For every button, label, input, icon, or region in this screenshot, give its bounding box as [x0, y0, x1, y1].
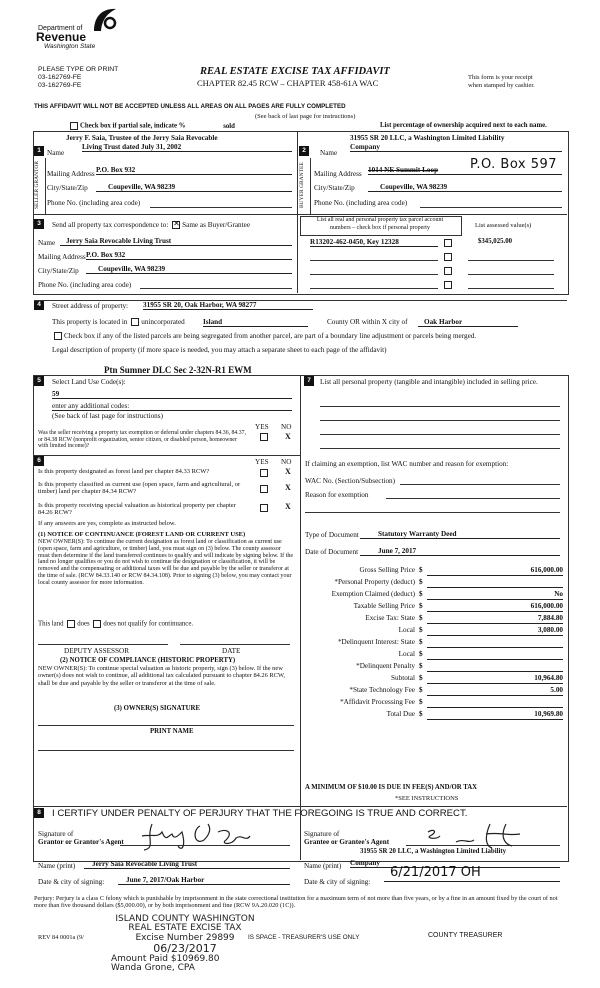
grantee-date-city: 6/21/2017 OH	[384, 866, 560, 882]
seller-mailing-label: Mailing Address	[47, 170, 95, 178]
tax-row-label: Subtotal	[391, 674, 415, 682]
grantee-name-print-label: Name (print)	[304, 862, 342, 870]
tax-row-value	[427, 662, 563, 672]
stamp-line2: REAL ESTATE EXCISE TAX	[128, 923, 242, 934]
type-print-label: PLEASE TYPE OR PRINT	[38, 66, 119, 73]
tax-row-currency: $	[419, 578, 423, 586]
section-1-number: 1	[34, 146, 44, 156]
date-label: DATE	[222, 647, 241, 655]
buyer-phone-label: Phone No. (including area code)	[314, 199, 408, 207]
tax-row-value: 10,964.80	[427, 674, 563, 684]
dept-line3: Washington State	[44, 43, 96, 50]
historic-yes-checkbox[interactable]	[260, 504, 268, 512]
s3-name-label: Name	[38, 239, 56, 247]
grantor-date-city: June 7, 2017/Oak Harbor	[118, 876, 290, 885]
segregated-label: Check box if any of the listed parcels are being segregated from another parcel, are part of a boundary line adjustment or parcels being merged.	[64, 332, 477, 340]
see-instructions-text: *SEE INSTRUCTIONS	[395, 795, 459, 802]
doc-type: Statutory Warranty Deed	[360, 530, 560, 539]
sold-label: sold	[223, 122, 235, 130]
tax-row-label: *Affidavit Processing Fee	[340, 698, 415, 706]
tax-row	[305, 674, 563, 686]
tax-row-value	[427, 638, 563, 648]
stamp-line6: Wanda Grone, CPA	[111, 963, 195, 974]
seller-side-label: SELLER GRANTOR	[34, 160, 40, 210]
form-number-1: 03-162769-FE	[38, 74, 82, 81]
street-label: Street address of property:	[52, 302, 129, 310]
buyer-side-label: BUYER GRANTEE	[299, 162, 305, 208]
tax-row-value: 7,884.80	[427, 614, 563, 624]
exemption-no-mark: X	[285, 432, 291, 441]
tax-row-label: Taxable Selling Price	[353, 602, 415, 610]
located-row	[52, 318, 185, 326]
exemption-question: Was the seller receiving a property tax exemption or deferral under chapters 84.36, 84.37, or 84.38 RCW (nonprofit organization, senior citizen, or disabled person, homeowner with limited income)?	[38, 430, 246, 450]
parcel-header-1: List all real and personal property tax parcel account	[316, 217, 444, 223]
tax-row	[305, 602, 563, 614]
grantee-sig-label-2: Grantee or Grantee's Agent	[304, 838, 390, 846]
rev-number: REV 84 0001a (9/	[38, 934, 84, 941]
parcel-2-personal-checkbox[interactable]	[444, 253, 452, 261]
tax-row-currency: $	[419, 638, 423, 646]
tax-row	[305, 566, 563, 578]
s5-no-header: NO	[281, 423, 292, 431]
county-treasurer-label: COUNTY TREASURER	[428, 932, 503, 939]
section-2-number: 2	[299, 146, 309, 156]
grantee-date-label: Date & city of signing:	[304, 878, 371, 886]
legal-description: Ptn Sumner DLC Sec 2-32N-R1 EWM	[104, 365, 252, 375]
tax-row-currency: $	[419, 590, 423, 598]
tax-row-value	[427, 650, 563, 660]
grantee-sig-label-1: Signature of	[304, 830, 340, 838]
tax-row-currency: $	[419, 614, 423, 622]
tax-row-currency: $	[419, 626, 423, 634]
parcel-1-personal-checkbox[interactable]	[444, 239, 452, 247]
perjury-text: Perjury: Perjury is a class C felony which is punishable by imprisonment in the state correctional institution for a maximum term of not more than five years, or by a fine in an amount fixed by the court of not more than five thousand dollars ($5,000.00), or by both imprisonment and fine (RCW 9A.20.020 (1C)).	[34, 895, 558, 910]
buyer-name-line1: 31955 SR 20 LLC, a Washington Limited Liability	[350, 134, 505, 142]
doc-date-label: Date of Document	[305, 548, 359, 556]
section-4-number: 4	[34, 300, 44, 310]
section-6-number: 6	[34, 456, 44, 466]
tax-row-currency: $	[419, 686, 423, 694]
tax-row-label: Local	[398, 650, 415, 658]
owner-signature-label: (3) OWNER(S) SIGNATURE	[114, 705, 200, 712]
assessed-header: List assessed value(s)	[475, 222, 532, 229]
unincorporated-label: unincorporated	[141, 318, 185, 326]
dor-logo	[36, 5, 124, 50]
parcel-header-2: numbers – check box if personal property	[330, 225, 430, 231]
tax-row	[305, 638, 563, 650]
section-8-number: 8	[34, 808, 44, 818]
partial-sale-row	[68, 122, 235, 130]
deputy-assessor-label: DEPUTY ASSESSOR	[64, 647, 130, 655]
s6-no-header: NO	[281, 458, 292, 466]
tax-row	[305, 614, 563, 626]
tax-row	[305, 698, 563, 710]
additional-codes: enter any additional codes:	[52, 402, 292, 411]
stamp-line3: Excise Number 29899	[135, 932, 235, 943]
s3-phone-label: Phone No. (including area code)	[38, 281, 132, 289]
parcel-3-personal-checkbox[interactable]	[444, 267, 452, 275]
same-as-buyer-label: Same as Buyer/Grantee	[182, 221, 251, 229]
notice2-body: NEW OWNER(S): To continue special valuation as historic property, sign (3) below. If the new owner(s) does not wish to continue, all additional tax calculated pursuant to chapter 84.26 RCW, shall be due and payable by the seller or transferor at the time of sale.	[38, 665, 285, 687]
same-as-buyer-checkbox[interactable]	[172, 221, 180, 229]
s3-name: Jerry Saia Revocable Living Trust	[60, 237, 292, 246]
form-title: REAL ESTATE EXCISE TAX AFFIDAVIT	[200, 66, 390, 77]
current-use-question: Is this property classified as current use (open space, farm and agricultural, or timber) land per chapter 84.34 RCW?	[38, 481, 241, 496]
exemption-claim-label: If claiming an exemption, list WAC number and reason for exemption:	[305, 460, 509, 468]
exemption-yes-checkbox[interactable]	[260, 433, 268, 441]
street-address: 31955 SR 20, Oak Harbor, WA 98277	[143, 301, 313, 310]
historic-question: Is this property receiving special valuation as historical property per chapter 84.26 RCW?	[38, 502, 236, 517]
tax-row-label: *Personal Property (deduct)	[334, 578, 415, 586]
list-pct-text: List percentage of ownership acquired next to each name.	[380, 122, 547, 129]
reason-label: Reason for exemption	[305, 491, 369, 499]
parcel-4-personal-checkbox[interactable]	[444, 281, 452, 289]
grantor-sig-label-2: Grantor or Grantor's Agent	[38, 838, 124, 846]
buyer-city: Coupeville, WA 98239	[368, 183, 562, 192]
seller-name-label: Name	[47, 149, 65, 157]
section-3-number: 3	[34, 219, 44, 229]
tax-row-label: *State Technology Fee	[349, 686, 415, 694]
tax-row-value: 616,000.00	[427, 602, 563, 612]
tax-row-currency: $	[419, 566, 423, 574]
forest-no-mark: X	[285, 467, 291, 476]
stamp-line4: 06/23/2017	[153, 942, 217, 956]
forest-question: Is this property designated as forest land per chapter 84.33 RCW?	[38, 468, 210, 475]
tax-row-label: Exemption Claimed (deduct)	[331, 590, 415, 598]
dor-logo-icon	[90, 5, 120, 35]
this-land-row	[38, 620, 193, 628]
forest-yes-checkbox[interactable]	[260, 469, 268, 477]
certify-text: I CERTIFY UNDER PENALTY OF PERJURY THAT THE FOREGOING IS TRUE AND CORRECT.	[52, 808, 468, 819]
seller-city-label: City/State/Zip	[47, 184, 88, 192]
notice2-title: (2) NOTICE OF COMPLIANCE (HISTORIC PROPERTY)	[60, 657, 236, 664]
tax-row	[305, 662, 563, 674]
treasurer-space-label: IS SPACE - TREASURER'S USE ONLY	[248, 934, 360, 941]
grantor-date-label: Date & city of signing:	[38, 878, 105, 886]
tax-row-currency: $	[419, 698, 423, 706]
seller-city: Coupeville, WA 98239	[96, 183, 292, 192]
does-not-qualify-checkbox[interactable]	[93, 620, 101, 628]
same-as-buyer-check-mark: ✕	[173, 219, 180, 229]
section-5-number: 5	[34, 376, 44, 386]
tax-calculation-table	[305, 566, 563, 722]
does-not-label: does not qualify for continuance.	[103, 620, 194, 628]
any-yes-text: If any answers are yes, complete as instructed below.	[38, 520, 176, 527]
tax-row-label: Total Due	[386, 710, 415, 718]
tax-row	[305, 710, 563, 722]
tax-row	[305, 686, 563, 698]
seller-mailing: P.O. Box 932	[96, 166, 292, 175]
s3-mailing-label: Mailing Address	[38, 253, 86, 261]
tax-row-label: Excise Tax: State	[365, 614, 415, 622]
receipt-note-1: This form is your receipt	[468, 74, 533, 81]
buyer-mailing-struck: 1014 NE Summit Loop	[368, 166, 562, 175]
unincorporated-checkbox[interactable]	[131, 318, 139, 326]
tax-row-currency: $	[419, 710, 423, 718]
see-back-text: (See back of last page for instructions)	[255, 113, 356, 120]
tax-row	[305, 650, 563, 662]
receipt-note-2: when stamped by cashier.	[468, 82, 535, 89]
s5-yes-header: YES	[255, 423, 269, 431]
does-qualify-checkbox[interactable]	[67, 620, 75, 628]
grantee-signature-icon	[420, 820, 530, 850]
tax-row-label: Gross Selling Price	[359, 566, 415, 574]
s3-mailing: P.O. Box 932	[86, 251, 292, 260]
current-use-no-mark: X	[285, 483, 291, 492]
buyer-name-line2: Company	[350, 143, 562, 152]
tax-row-value: 3,080.00	[427, 626, 563, 636]
wac-label: WAC No. (Section/Subsection)	[305, 477, 396, 485]
land-use-code: 59	[52, 390, 292, 399]
tax-row	[305, 590, 563, 602]
tax-row-label: Local	[398, 626, 415, 634]
tax-row-value	[427, 698, 563, 708]
send-correspondence-row	[52, 221, 250, 229]
tax-row-currency: $	[419, 662, 423, 670]
grantor-sig-label-1: Signature of	[38, 830, 74, 838]
s5-see-back: (See back of last page for instructions)	[52, 412, 163, 420]
buyer-city-label: City/State/Zip	[314, 184, 355, 192]
section-7-number: 7	[304, 376, 314, 386]
form-subtitle: CHAPTER 82.45 RCW – CHAPTER 458-61A WAC	[197, 78, 379, 88]
land-use-label: Select Land Use Code(s):	[52, 378, 126, 386]
tax-row	[305, 578, 563, 590]
tax-row-value	[427, 578, 563, 588]
tax-row-label: *Delinquent Interest: State	[337, 638, 415, 646]
buyer-mailing-handwritten: P.O. Box 597	[470, 157, 558, 172]
historic-no-mark: X	[285, 502, 291, 511]
seller-phone-label: Phone No. (including area code)	[47, 199, 141, 207]
tax-row-value: 616,000.00	[427, 566, 563, 576]
county-or-label: County OR within X city of	[327, 318, 408, 326]
segregated-checkbox[interactable]	[54, 332, 62, 340]
segregated-row	[52, 332, 476, 340]
does-label: does	[77, 620, 90, 628]
tax-row-value: 10,969.80	[427, 710, 563, 720]
partial-sale-label: Check box if partial sale, indicate %	[80, 122, 186, 130]
legal-label: Legal description of property (if more space is needed, you may attach a separate sheet to each page of the affidavit)	[52, 346, 387, 354]
dept-line2: Revenue	[36, 30, 87, 44]
tax-row-value: 5.00	[427, 686, 563, 696]
buyer-name-label: Name	[320, 149, 338, 157]
doc-type-label: Type of Document	[305, 531, 359, 539]
dept-line1: Department of	[38, 25, 83, 32]
buyer-mailing-label: Mailing Address	[314, 170, 362, 178]
tax-row-label: *Delinquent Penalty	[356, 662, 415, 670]
warning-text: THIS AFFIDAVIT WILL NOT BE ACCEPTED UNLESS ALL AREAS ON ALL PAGES ARE FULLY COMPLETED	[34, 103, 346, 110]
tax-row-currency: $	[419, 650, 423, 658]
stamp-line5: Amount Paid $10969.80	[111, 953, 220, 964]
parcel-number: R13202-462-0450, Key 12328	[310, 238, 438, 247]
personal-property-label: List all personal property (tangible and intangible) included in selling price.	[320, 378, 538, 386]
excise-stamp	[95, 915, 275, 974]
county-value: Island	[203, 318, 308, 327]
seller-name-line1: Jerry F. Saia, Trustee of the Jerry Saia Revocable	[66, 134, 218, 142]
grantor-name-print-label: Name (print)	[38, 862, 76, 870]
tax-row-currency: $	[419, 674, 423, 682]
partial-sale-checkbox[interactable]	[70, 122, 78, 130]
grantee-name-line1: 31955 SR 20 LLC, a Washington Limited Liability	[360, 848, 507, 855]
tax-row-currency: $	[419, 602, 423, 610]
s6-yes-header: YES	[255, 458, 269, 466]
tax-row-value: No	[427, 590, 563, 600]
print-name-label: PRINT NAME	[150, 728, 194, 735]
grantee-name-print: Company	[350, 859, 560, 868]
this-land-label: This land	[38, 620, 64, 628]
assessed-value: $345,025.00	[478, 238, 512, 245]
tax-row	[305, 626, 563, 638]
send-correspondence-label: Send all property tax correspondence to:	[52, 221, 169, 229]
city-value: Oak Harbor	[418, 318, 518, 327]
grantor-signature-icon	[138, 818, 268, 852]
notice1-title: (1) NOTICE OF CONTINUANCE (FOREST LAND OR CURRENT USE)	[38, 531, 246, 538]
grantor-name-print: Jerry Saia Revocable Living Trust	[84, 860, 290, 869]
stamp-line1: ISLAND COUNTY WASHINGTON	[115, 914, 255, 924]
notice1-body: NEW OWNER(S): To continue the current designation as forest land or classification as current use (open space, farm and agriculture, or timber) land, you must sign on (3) below. The county assessor must then determine if the land transferred continues to qualify and will indicate by signing below. If the land no longer qualifies or you do not wish to continue the designation or classification, it will be removed and the compensating or additional taxes will be due and payable by the seller or transferor at the time of sale. (RCW 84.33.140 or RCW 84.34.108). Prior to signing (3) below, you may contact your local county assessor for more information.	[38, 539, 294, 586]
doc-date: June 7, 2017	[360, 547, 560, 556]
located-label: This property is located in	[52, 318, 128, 326]
s3-city: Coupeville, WA 98239	[86, 265, 292, 274]
s3-city-label: City/State/Zip	[38, 267, 79, 275]
form-number-2: 03-162769-FE	[38, 82, 82, 89]
minimum-fee-text: A MINIMUM OF $10.00 IS DUE IN FEE(S) AND/OR TAX	[305, 784, 478, 791]
seller-name-line2: Living Trust dated July 31, 2002	[82, 143, 292, 152]
current-use-yes-checkbox[interactable]	[260, 485, 268, 493]
